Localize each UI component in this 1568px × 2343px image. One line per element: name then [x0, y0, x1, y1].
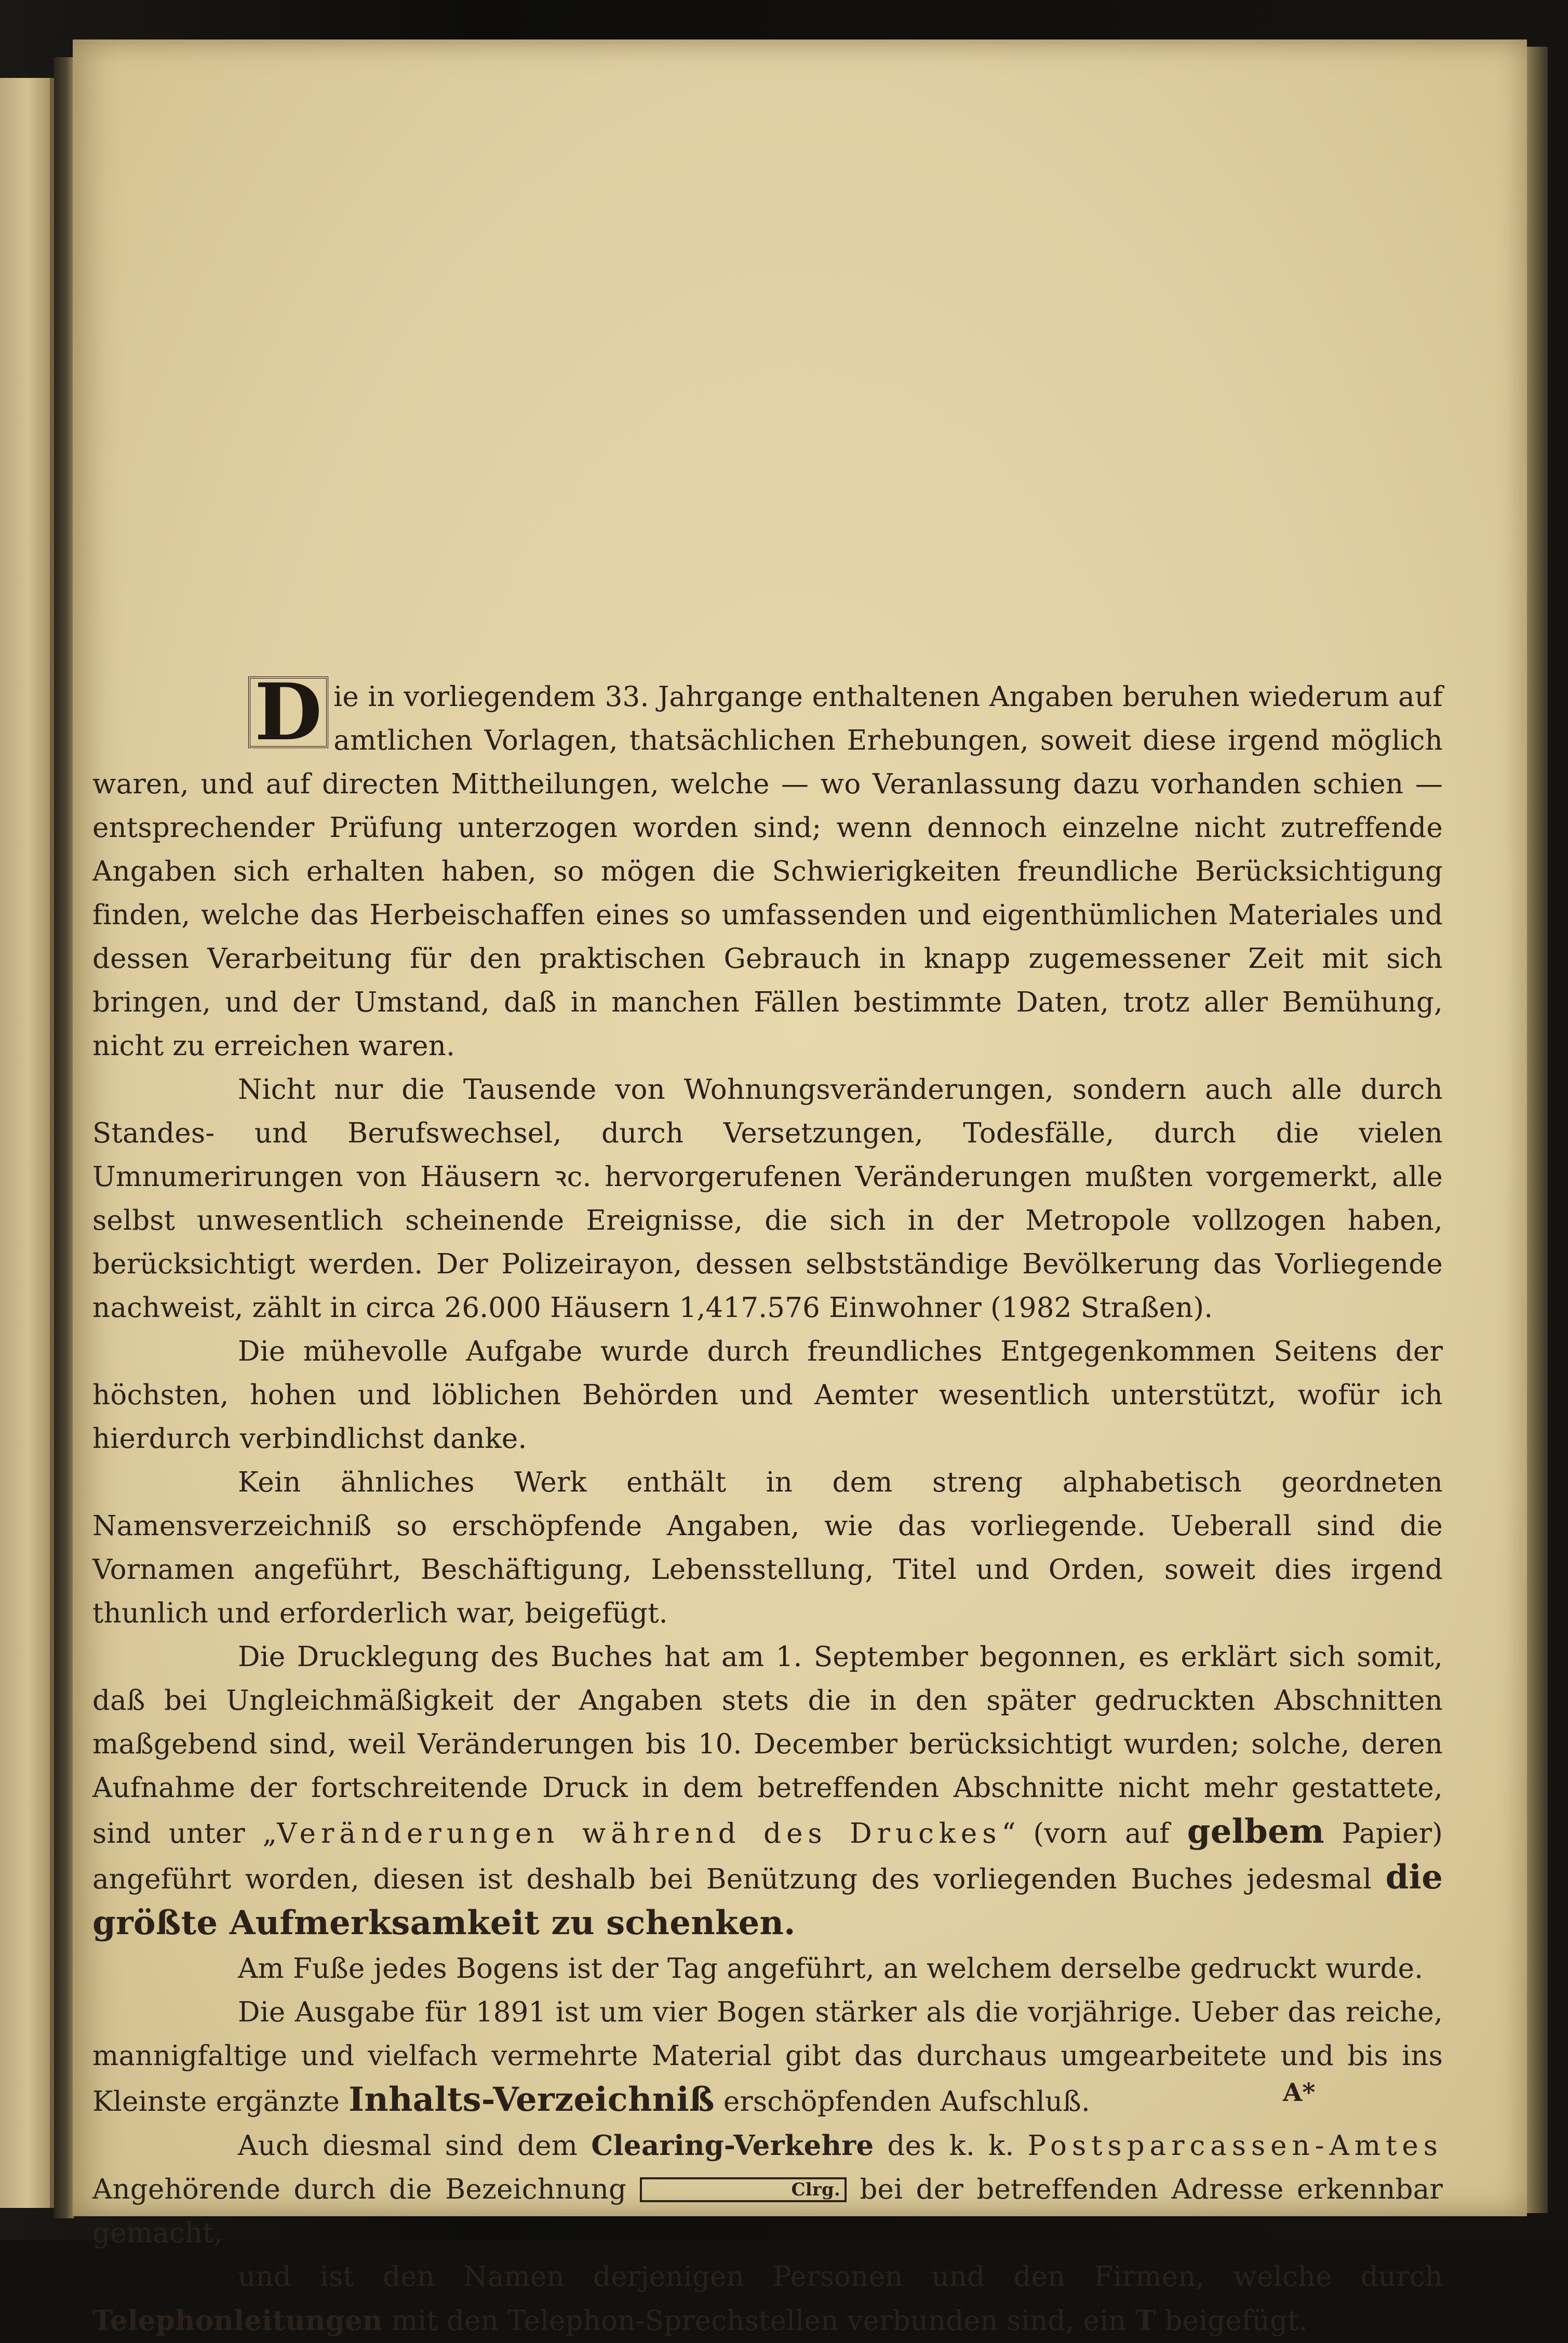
paragraph-p4: [92, 1461, 1443, 1635]
text-segment: Die Drucklegung des Buches hat am 1. September begonnen, es erklärt sich somit, daß bei Ungleichmäßigkeit der Angaben stets die in den später gedruckten Abschnitten maßgebend sind, weil Veränderungen bis 10. December berücksichtigt wurden; solche, deren Aufnahme der fortschreitende Druck in dem betreffenden Abschnitte nicht mehr gestattete, sind unter „: [92, 1641, 1443, 1849]
text-segment: Kein ähnliches Werk enthält in dem streng alphabetisch geordneten Namensverzeichniß so erschöpfende Angaben, wie das vorliegende. Ueberall sind die Vornamen angeführt, Beschäftigung, Lebensstellung, Titel und Orden, soweit dies irgend thunlich und erforderlich war, beigefügt.: [92, 1467, 1443, 1629]
previous-page-edge: [0, 78, 54, 2208]
text-segment: des k. k.: [874, 2130, 1028, 2162]
text-segment: ie in vorliegendem 33. Jahrgange enthaltenen Angaben beruhen wiederum auf amtlichen Vorlagen, thatsächlichen Erhebungen, soweit diese irgend möglich waren, und auf directen Mittheilungen, welche — wo Veranlassung dazu vorhanden schien — entsprechender Prüfung unterzogen worden sind; wenn dennoch einzelne nicht zutreffende Angaben sich erhalten haben, so mögen die Schwierigkeiten freundliche Berücksichtigung finden, welche das Herbeischaffen eines so umfassenden und eigenthümlichen Materiales und dessen Verarbeitung für den praktischen Gebrauch in knapp zugemessener Zeit mit sich bringen, und der Umstand, daß in manchen Fällen bestimmte Daten, trotz aller Bemühung, nicht zu erreichen waren.: [92, 681, 1443, 1062]
paragraph-p6: [92, 1947, 1443, 1991]
paragraph-p2: [92, 1068, 1443, 1330]
text-segment: beigefügt.: [1156, 2305, 1308, 2337]
paragraph-p3: [92, 1330, 1443, 1461]
text-segment: die größte Aufmerksamkeit zu schenken.: [92, 1858, 1443, 1942]
text-segment: T: [1135, 2305, 1156, 2337]
preface-text: [92, 667, 1443, 2343]
text-segment: und ist den Namen derjenigen Personen und den Firmen, welche durch: [238, 2261, 1443, 2293]
text-segment: Postsparcassen-Amtes: [1027, 2130, 1443, 2162]
text-segment: Die mühevolle Aufgabe wurde durch freundliches Entgegenkommen Seitens der höchsten, hohen und löblichen Behörden und Aemter wesentlich unterstützt, wofür ich hierdurch verbindlichst danke.: [92, 1336, 1443, 1455]
preface-paragraphs: [92, 667, 1443, 2343]
page-fore-edge: [1527, 47, 1548, 2213]
drop-cap: D: [248, 676, 328, 748]
text-segment: Telephonleitungen: [92, 2305, 383, 2337]
text-segment: Clearing-Verkehre: [591, 2129, 874, 2162]
text-segment: Die Ausgabe für 1891 ist um vier Bogen stärker als die vorjährige. Ueber das reiche, mannigfaltige und vielfach vermehrte Material gibt das durchaus umgearbeitete und bis ins Kleinste ergänzte: [92, 1996, 1443, 2118]
text-segment: Nicht nur die Tausende von Wohnungsveränderungen, sondern auch alle durch Standes- und Berufswechsel, durch Versetzungen, Todesfälle, durch die vielen Umnumerirungen von Häusern ꝛc. hervorgerufenen Veränderungen mußten vorgemerkt, alle selbst unwesentlich scheinende Ereignisse, die sich in der Metropole vollzogen haben, berücksichtigt werden. Der Polizeirayon, dessen selbstständige Bevölkerung das Vorliegende nachweist, zählt in circa 26.000 Häusern 1,417.576 Einwohner (1982 Straßen).: [92, 1074, 1443, 1324]
paragraph-p9: [92, 2255, 1443, 2343]
text-segment: Auch diesmal sind dem: [238, 2130, 592, 2162]
paragraph-p8: [92, 2124, 1443, 2255]
text-segment: erschöpfenden Aufschluß.: [714, 2086, 1090, 2118]
text-segment: bei der betreffenden Adresse erkennbar gemacht,: [92, 2174, 1443, 2249]
text-segment: Angehörende durch die Bezeichnung: [92, 2174, 640, 2205]
signature-mark: A*: [1283, 2078, 1316, 2107]
paragraph-p1: [92, 667, 1443, 1068]
text-segment: Papier) angeführt worden, diesen ist deshalb bei Benützung des vorliegenden Buches jedesmal: [92, 1818, 1443, 1895]
text-segment: mit den Telephon-Sprechstellen verbunden sind, ein: [382, 2305, 1135, 2337]
text-segment: Am Fuße jedes Bogens ist der Tag angeführt, an welchem derselbe gedruckt wurde.: [238, 1953, 1424, 1985]
text-segment: Veränderungen während des Druckes: [277, 1818, 1002, 1849]
paragraph-p5: [92, 1635, 1443, 1947]
book-gutter: [54, 57, 74, 2218]
bleed-through-text: [114, 197, 1444, 665]
text-segment: Clrg.: [640, 2177, 847, 2202]
text-segment: gelbem: [1187, 1812, 1324, 1851]
paragraph-p7: [92, 1991, 1443, 2124]
text-segment: “ (vorn auf: [1001, 1818, 1187, 1849]
text-segment: Inhalts-Verzeichniß: [349, 2080, 715, 2119]
